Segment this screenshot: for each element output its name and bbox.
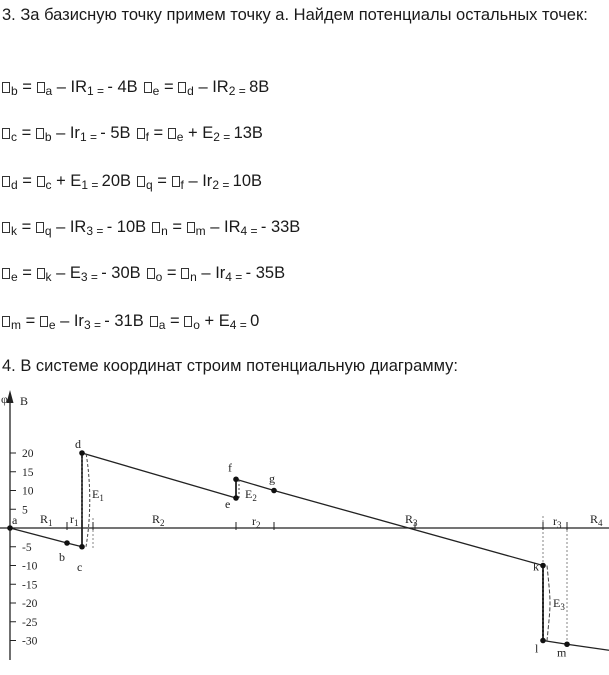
phi-glyph-box <box>147 268 155 279</box>
phi-glyph-box <box>152 222 160 233</box>
point-label-m: m <box>557 645 567 660</box>
y-tick-label: 10 <box>22 485 34 498</box>
y-tick-label: -30 <box>22 635 38 648</box>
point-label-k: k <box>533 559 539 574</box>
phi-glyph-box <box>181 268 189 279</box>
segment-label: $r_2$ <box>252 514 261 530</box>
phi-glyph-box <box>2 222 10 233</box>
y-ticks <box>10 448 38 648</box>
y-tick-label: -20 <box>22 598 38 610</box>
phi-glyph-box <box>184 316 192 327</box>
segment-label: $R_2$ <box>152 512 165 528</box>
diagram-segment-tail <box>567 644 609 650</box>
segment-label: $R_3$ <box>405 512 418 528</box>
phi-glyph-box <box>2 268 10 279</box>
phi-glyph-box <box>36 222 44 233</box>
segment-label: $r_3$ <box>553 514 562 530</box>
emf-label: $E_3$ <box>553 596 565 612</box>
emf-arc-e3 <box>547 566 550 641</box>
y-axis-unit: В <box>20 394 29 408</box>
y-tick-label: -5 <box>22 541 32 554</box>
diagram-segment-ab <box>10 528 67 543</box>
point-d <box>79 450 85 456</box>
y-tick-label: -25 <box>22 616 38 629</box>
phi-glyph-box <box>178 82 186 93</box>
segment-label: $R_4$ <box>590 512 603 528</box>
phi-glyph-box <box>37 268 45 279</box>
y-tick-label: 15 <box>22 466 34 479</box>
phi-glyph-box <box>144 82 152 93</box>
phi-glyph-box <box>2 128 10 139</box>
phi-glyph-box <box>37 82 45 93</box>
point-label-d: d <box>75 437 81 451</box>
point-label-f: f <box>228 460 232 475</box>
segment-label: $r_1$ <box>70 512 79 528</box>
point-label-b: b <box>59 550 65 564</box>
phi-glyph-box <box>36 128 44 139</box>
potential-diagram <box>0 385 609 675</box>
point-label-e: e <box>225 497 231 511</box>
phi-glyph-box <box>150 316 158 327</box>
phi-glyph-box <box>187 222 195 233</box>
point-f <box>233 476 239 482</box>
point-label-l: l <box>535 641 539 656</box>
y-tick-label: 5 <box>22 504 28 517</box>
section-3-heading: 3. За базисную точку примем точку а. Найдем потенциалы остальных точек: <box>2 6 588 24</box>
y-tick-label: -10 <box>22 560 38 573</box>
point-c <box>79 544 85 550</box>
diagram-axes <box>0 390 609 660</box>
point-b <box>64 540 70 546</box>
point-e <box>233 495 239 501</box>
point-label-c: c <box>77 559 83 574</box>
emf-label: $E_2$ <box>245 487 257 503</box>
phi-glyph-box <box>2 176 10 187</box>
y-tick-label: 20 <box>22 448 34 460</box>
diagram-labels <box>1 392 603 659</box>
equation-row: $_e = _k - E_{3 =} - 30В$ $_o = _n - Ir_{4 =} - 35В$ <box>2 264 285 284</box>
phi-glyph-box <box>2 316 10 327</box>
emf-label: $E_1$ <box>92 487 104 503</box>
diagram-lines <box>7 450 609 650</box>
segment-label: $R_1$ <box>40 512 53 528</box>
emf-arc-e1 <box>86 453 90 547</box>
diagram-segment-de <box>82 453 236 498</box>
y-axis-symbol: φ <box>1 392 8 406</box>
phi-glyph-box <box>172 176 180 187</box>
equation-row: $_m = _e - Ir_{3 =} - 31В$ $_a = _o + E_{4 =}$ 0 <box>2 312 259 332</box>
phi-glyph-box <box>40 316 48 327</box>
phi-glyph-box <box>37 176 45 187</box>
section-4-heading: 4. В системе координат строим потенциальную диаграмму: <box>2 357 458 375</box>
point-g <box>271 488 277 494</box>
phi-glyph-box <box>168 128 176 139</box>
phi-glyph-box <box>2 82 10 93</box>
equation-row: $_b = _a - IR_{1 =} - 4В$ $_e = _d - IR_{2 =}$ 8В <box>2 78 269 98</box>
phi-glyph-box <box>137 176 145 187</box>
point-k <box>540 563 546 569</box>
equation-row: $_k = _q - IR_{3 =} - 10В$ $_n = _m - IR_{4 =} - 33В$ <box>2 218 300 238</box>
diagram-segment-lm <box>543 641 567 645</box>
point-label-g: g <box>269 471 275 486</box>
y-tick-label: -15 <box>22 579 38 592</box>
phi-glyph-box <box>137 128 145 139</box>
equation-row: $_d = _c + E_{1 =}$ 20В $_q = _f - Ir_{2 =}$ 10В <box>2 172 262 192</box>
point-label-a: a <box>12 513 18 527</box>
point-l <box>540 638 546 644</box>
equation-row: $_c = _b - Ir_{1 =} - 5В$ $_f = _e + E_{2 =}$ 13В <box>2 124 263 144</box>
